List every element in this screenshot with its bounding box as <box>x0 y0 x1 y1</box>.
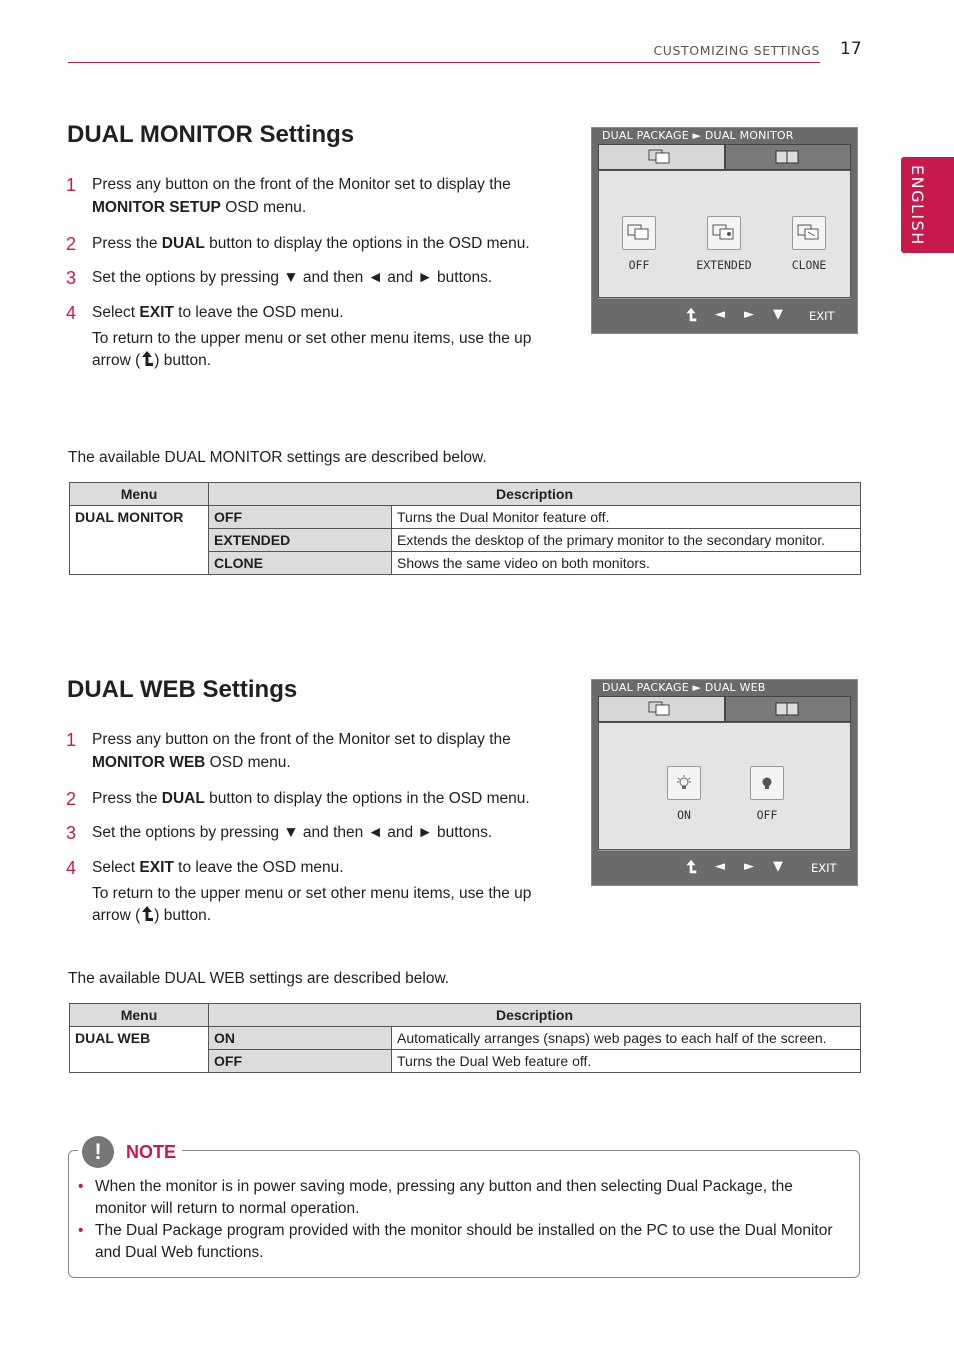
list-item: • The Dual Package program provided with the monitor should be installed on the PC to use the Dual Monitor and Dual Web functions. <box>78 1220 838 1264</box>
step-number: 1 <box>66 730 77 750</box>
dual-monitor-table <box>69 482 861 575</box>
tab-dual-monitor[interactable] <box>598 696 725 722</box>
dual-web-intro: The available DUAL WEB settings are described below. <box>68 970 450 987</box>
dual-monitor-osd <box>591 127 858 334</box>
description-cell: Extends the desktop of the primary monitor to the secondary monitor. <box>392 529 861 552</box>
bulb-on-icon <box>674 773 694 793</box>
exit-button[interactable]: EXIT <box>811 861 837 875</box>
up-arrow-icon[interactable] <box>684 859 698 875</box>
step-number: 3 <box>66 268 77 288</box>
option-clone[interactable]: CLONE <box>769 216 849 272</box>
menu-cell: DUAL WEB <box>70 1027 209 1073</box>
option-extended[interactable]: EXTENDED <box>684 216 764 272</box>
step-number: 2 <box>66 234 77 254</box>
osd-footer <box>598 298 851 332</box>
option-cell: EXTENDED <box>209 529 392 552</box>
exclamation-icon: ! <box>82 1136 114 1168</box>
dual-web-osd <box>591 679 858 886</box>
monitor-off-icon <box>627 223 651 243</box>
note-header <box>78 1136 182 1168</box>
step-text: Press the DUAL button to display the options in the OSD menu. <box>92 235 530 252</box>
page-header <box>68 38 820 63</box>
step-number: 4 <box>66 858 77 878</box>
left-arrow-icon[interactable]: ◄ <box>715 859 725 874</box>
osd-breadcrumb: DUAL PACKAGE ► DUAL WEB <box>602 681 766 694</box>
osd-tabs <box>598 696 851 722</box>
description-cell: Turns the Dual Monitor feature off. <box>392 506 861 529</box>
note-label: NOTE <box>126 1141 177 1162</box>
language-label: ENGLISH <box>908 165 927 246</box>
description-cell: Shows the same video on both monitors. <box>392 552 861 575</box>
step-text: Set the options by pressing ▼ and then ◄ and ► buttons. <box>92 824 493 841</box>
table-row <box>70 1027 861 1050</box>
right-arrow-icon[interactable]: ► <box>744 859 754 874</box>
option-off[interactable]: OFF <box>599 216 679 272</box>
dual-web-heading: DUAL WEB Settings <box>67 676 298 703</box>
table-header-row <box>70 1004 861 1027</box>
step-text: Press the DUAL button to display the options in the OSD menu. <box>92 790 530 807</box>
list-item: • When the monitor is in power saving mode, pressing any button and then selecting Dual Package, the monitor will return to normal operation. <box>78 1176 838 1220</box>
step-text: Select EXIT to leave the OSD menu. To return to the upper menu or set other menu items, use the up arrow ( ) button. <box>92 304 532 369</box>
dual-web-icon <box>775 149 801 165</box>
osd-options-area <box>598 722 851 850</box>
header-menu: Menu <box>70 1004 209 1027</box>
step-text: Select EXIT to leave the OSD menu. To return to the upper menu or set other menu items, use the up arrow ( ) button. <box>92 859 532 924</box>
option-cell: CLONE <box>209 552 392 575</box>
step-number: 3 <box>66 823 77 843</box>
step-text: Set the options by pressing ▼ and then ◄ and ► buttons. <box>92 269 493 286</box>
up-arrow-icon[interactable] <box>684 307 698 323</box>
header-description: Description <box>209 483 861 506</box>
up-arrow-icon <box>140 350 154 368</box>
option-off[interactable]: OFF <box>727 766 807 822</box>
tab-dual-web[interactable] <box>725 144 852 170</box>
step-number: 4 <box>66 303 77 323</box>
dual-web-table <box>69 1003 861 1073</box>
dual-web-icon <box>775 701 801 717</box>
language-tab <box>901 157 954 253</box>
option-on[interactable]: ON <box>644 766 724 822</box>
step-number: 1 <box>66 175 77 195</box>
table-header-row <box>70 483 861 506</box>
osd-tabs <box>598 144 851 170</box>
dual-monitor-icon <box>648 701 674 717</box>
bulb-off-icon <box>757 773 777 793</box>
menu-cell: DUAL MONITOR <box>70 506 209 575</box>
exit-button[interactable]: EXIT <box>809 309 835 323</box>
description-cell: Automatically arranges (snaps) web pages to each half of the screen. <box>392 1027 861 1050</box>
monitor-extended-icon <box>712 223 736 243</box>
header-description: Description <box>209 1004 861 1027</box>
osd-footer <box>598 850 851 884</box>
tab-dual-monitor[interactable] <box>598 144 725 170</box>
left-arrow-icon[interactable]: ◄ <box>715 307 725 322</box>
down-arrow-icon[interactable]: ▼ <box>773 859 783 874</box>
step-number: 2 <box>66 789 77 809</box>
option-cell: OFF <box>209 1050 392 1073</box>
page-number: 17 <box>840 39 862 59</box>
step-text: Press any button on the front of the Monitor set to display the MONITOR SETUP OSD menu. <box>92 176 511 216</box>
step-text: Press any button on the front of the Monitor set to display the MONITOR WEB OSD menu. <box>92 731 511 771</box>
option-cell: OFF <box>209 506 392 529</box>
header-menu: Menu <box>70 483 209 506</box>
option-cell: ON <box>209 1027 392 1050</box>
osd-options-area <box>598 170 851 298</box>
note-list <box>78 1176 838 1264</box>
right-arrow-icon[interactable]: ► <box>744 307 754 322</box>
osd-breadcrumb: DUAL PACKAGE ► DUAL MONITOR <box>602 129 794 142</box>
section-title: CUSTOMIZING SETTINGS <box>653 43 820 58</box>
table-row <box>70 506 861 529</box>
tab-dual-web[interactable] <box>725 696 852 722</box>
down-arrow-icon[interactable]: ▼ <box>773 307 783 322</box>
dual-monitor-icon <box>648 149 674 165</box>
dual-monitor-heading: DUAL MONITOR Settings <box>67 121 355 148</box>
monitor-clone-icon <box>797 223 821 243</box>
up-arrow-icon <box>140 905 154 923</box>
description-cell: Turns the Dual Web feature off. <box>392 1050 861 1073</box>
dual-monitor-intro: The available DUAL MONITOR settings are described below. <box>68 449 487 466</box>
